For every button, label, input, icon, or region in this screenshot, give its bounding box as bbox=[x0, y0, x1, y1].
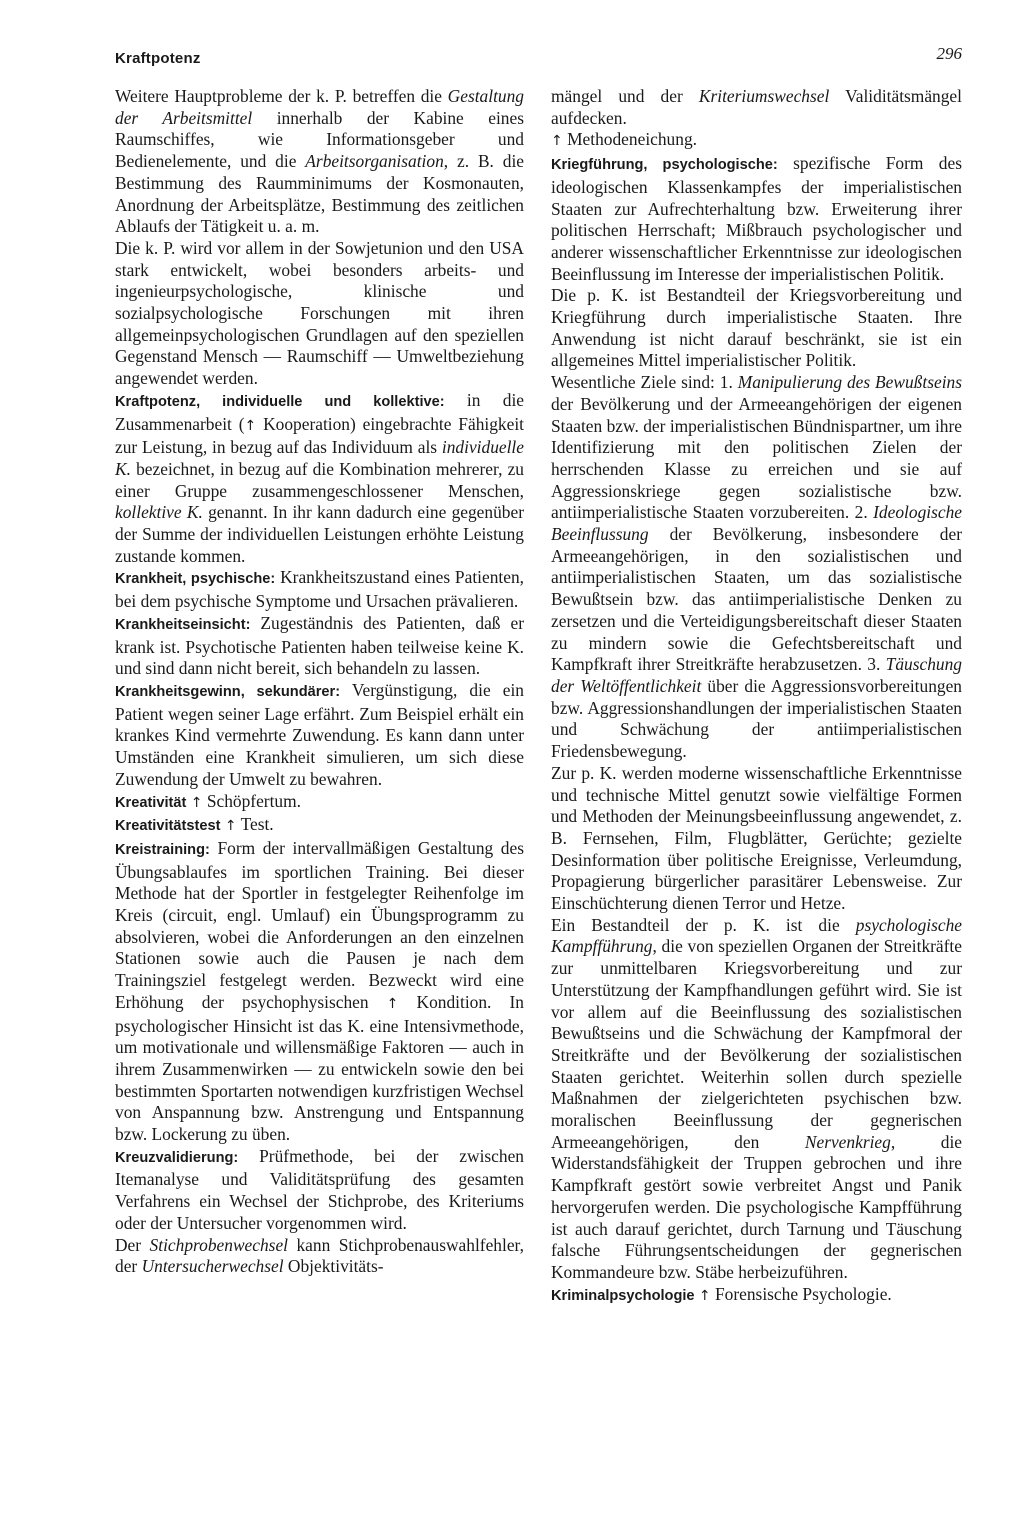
dictionary-entry bbox=[115, 680, 524, 791]
right-column bbox=[551, 86, 962, 1307]
entry-text: , z. B. die Bestimmung des Raumminimums der Kosmonauten, Anordnung der Arbeitsplätze, Bestimmung des zeitlichen Ablaufs der Tätigkeit u. a. m. bbox=[115, 151, 524, 237]
cross-reference-arrow-icon: ↑ bbox=[698, 1287, 711, 1304]
entry-text: innerhalb der Kabine eines Raumschiffes, wie Informationsgeber und Bedienelemente, und die bbox=[115, 107, 524, 172]
entry-headword: Krankheit, psychische: bbox=[115, 571, 276, 588]
entry-paragraph bbox=[115, 1235, 524, 1278]
emphasized-term: kollektive K. bbox=[115, 502, 203, 523]
entry-paragraph bbox=[551, 763, 962, 915]
entry-paragraph bbox=[551, 372, 962, 763]
cross-reference-arrow-icon: ↑ bbox=[386, 995, 399, 1012]
emphasized-term: Täuschung der Weltöffentlichkeit bbox=[551, 654, 962, 696]
entry-text: Zur p. K. werden moderne wissenschaftliche Erkenntnisse und technische Mittel genutzt sowie vielfältige Formen und Methoden der Meinungsbeeinflussung angewendet, z. B. Fernsehen, Film, Flugblätter, Gerüchte; gezielte Desinformation über politische Ereignisse, Verleumdung, Propagierung bürgerlicher parasitärer Lebensweise. Zur Einschüchterung dienen Terror und Hetze. bbox=[551, 762, 962, 914]
entry-text: der Bevölkerung und der Armeeangehörigen der eigenen Staaten bzw. der imperialistischen Bündnispartner, um ihre Identifizierung mit den politischen Zielen der herrschenden Klasse zu erreichen und sie auf Aggressionskriege gegen sozialistische bzw. antiimperialistische Staaten vorzubereiten. 2. bbox=[551, 393, 962, 523]
dictionary-entry bbox=[115, 390, 524, 568]
emphasized-term: Untersucherwechsel bbox=[141, 1256, 284, 1277]
entry-text: spezifische Form des ideologischen Klassenkampfes der imperialistischen Staaten zur Aufrechterhaltung bzw. Erweiterung ihrer politischen Herrschaft; Mißbrauch psychologischer und anderer wissenschaftlicher Erkenntnisse zur ideologischen Beeinflussung im Interesse der imperialistischen Politik. bbox=[551, 153, 962, 284]
cross-reference-arrow-icon: ↑ bbox=[551, 133, 563, 150]
dictionary-entry bbox=[115, 838, 524, 1146]
entry-text: Test. bbox=[236, 814, 274, 835]
entry-paragraph bbox=[551, 129, 962, 153]
entry-headword: Kreuzvalidierung: bbox=[115, 1149, 239, 1166]
dictionary-entry bbox=[115, 1146, 524, 1235]
entry-text: Der bbox=[115, 1234, 150, 1255]
entry-paragraph bbox=[551, 86, 962, 129]
entry-headword: Kreativitätstest bbox=[115, 818, 221, 835]
dictionary-entry bbox=[115, 567, 524, 612]
emphasized-term: Arbeitsorganisation bbox=[305, 151, 444, 172]
entry-text: Krankheitszustand eines Patienten, bei dem psychische Symptome und Ursachen prävalieren. bbox=[115, 567, 524, 612]
page-number: 296 bbox=[936, 44, 962, 63]
entry-text: , die Widerstandsfähigkeit der Truppen gebrochen und ihre Kampfkraft gestört sowie verbreitet Angst und Panik hervorgerufen werden. Die psychologische Kampfführung ist auch darauf gerichtet, durch Tarnung und Täuschung falsche Führungsentscheidungen der gegnerischen Kommandeure bzw. Stäbe herbeizuführen. bbox=[551, 1131, 962, 1282]
entry-text: über die Aggressionsvorbereitungen bzw. Aggressionshandlungen der imperialistischen Staaten und Schwächung der antiimperialistischen Friedensbewegung. bbox=[551, 675, 963, 762]
emphasized-term: Ideologische Beeinflussung bbox=[551, 502, 962, 545]
dictionary-entry bbox=[551, 153, 962, 285]
entry-text: Wesentliche Ziele sind: 1. bbox=[551, 372, 738, 393]
entry-text: Ein Bestandteil der p. K. ist die bbox=[551, 914, 856, 935]
dictionary-entry bbox=[115, 613, 524, 680]
entry-text: Forensische Psychologie. bbox=[710, 1283, 892, 1304]
entry-text: bezeichnet, in bezug auf die Kombination mehrerer, zu einer Gruppe zusammengeschlossener Menschen, bbox=[115, 458, 524, 501]
emphasized-term: psychologische Kampfführung bbox=[551, 914, 962, 957]
entry-text: genannt. In ihr kann dadurch eine gegenüber der Summe der individuellen Leistungen erhöhte Leistung zustande kommen. bbox=[115, 502, 524, 566]
entry-text: Methodeneichung. bbox=[562, 129, 697, 150]
entry-text: Vergünstigung, die ein Patient wegen seiner Lage erfährt. Zum Beispiel erhält ein krankes Kind vermehrte Zuwendung. Es kann dann unter Umständen eine Krankheit simulieren, um sich diese Zuwendung der Umwelt zu bewahren. bbox=[115, 679, 524, 789]
entry-text: Kondition. In psychologischer Hinsicht ist das K. eine Intensivmethode, um motivationale und willensmäßige Faktoren — auch in ihrem Zusammenwirken — zu entwickeln sowie den bei bestimmten Sportarten notwendigen kurzfristigen Wechsel von Anspannung bzw. Anstrengung und Entspannung bzw. Lockerung zu üben. bbox=[115, 991, 524, 1145]
emphasized-term: Gestaltung der Arbeitsmittel bbox=[115, 86, 524, 128]
entry-headword: Kraftpotenz, individuelle und kollektive: bbox=[115, 393, 445, 410]
entry-text: Validitätsmängel aufdecken. bbox=[551, 86, 962, 128]
entry-headword: Kreistraining: bbox=[115, 841, 210, 858]
entry-text: kann Stichprobenauswahlfehler, der bbox=[115, 1234, 524, 1277]
entry-paragraph bbox=[551, 285, 962, 372]
entry-paragraph bbox=[551, 915, 962, 1284]
emphasized-term: Kriteriumswechsel bbox=[698, 86, 830, 106]
entry-text: in die Zusammenarbeit ( bbox=[115, 389, 524, 434]
entry-text: der Bevölkerung, insbesondere der Armeeangehörigen, in den sozialistischen und antiimperialistischen Staaten, um das sozialistische Bewußtsein bzw. das antiimperialistische Denken zu zersetzen und die Verteidigungsbereitschaft dieser Staaten zu mindern sowie die Gefechtsbereitschaft und Kampfkraft ihrer Streitkräfte herabzusetzen. 3. bbox=[551, 524, 962, 675]
entry-headword: Krankheitseinsicht: bbox=[115, 616, 251, 633]
dictionary-entry bbox=[115, 791, 524, 815]
entry-text: Kooperation) eingebrachte Fähigkeit zur Leistung, in bezug auf das Individuum als bbox=[115, 413, 524, 458]
dictionary-entry bbox=[115, 814, 524, 838]
emphasized-term: Manipulierung des Bewußtseins bbox=[737, 372, 962, 393]
cross-reference-arrow-icon: ↑ bbox=[224, 818, 237, 835]
entry-paragraph bbox=[115, 238, 524, 390]
entry-headword: Kriegführung, psychologische: bbox=[551, 157, 778, 174]
entry-text: Zugeständnis des Patienten, daß er krank ist. Psychotische Patienten haben teilweise keine K. und sind dann nicht bereit, sich behandeln zu lassen. bbox=[115, 612, 524, 679]
entry-headword: Krankheitsgewinn, sekundärer: bbox=[115, 683, 341, 700]
entry-text: mängel und der bbox=[551, 86, 699, 106]
running-head: Kraftpotenz bbox=[115, 50, 201, 67]
entry-text: Schöpfertum. bbox=[202, 790, 301, 811]
entry-headword: Kreativität bbox=[115, 794, 187, 811]
entry-headword: Kriminalpsychologie bbox=[551, 1287, 695, 1304]
emphasized-term: individuelle K. bbox=[115, 437, 524, 479]
entry-text: Die k. P. wird vor allem in der Sowjetunion und den USA stark entwickelt, wobei besonders arbeits- und ingenieurpsychologische, klinische und sozialpsychologische Forschungen mit ihren allgemeinpsychologischen Grundlagen auf den speziellen Gegenstand Mensch — Raumschiff — Umweltbeziehung angewendet werden. bbox=[115, 237, 524, 389]
cross-reference-arrow-icon: ↑ bbox=[244, 417, 257, 434]
emphasized-term: Stichprobenwechsel bbox=[149, 1234, 288, 1255]
cross-reference-arrow-icon: ↑ bbox=[190, 794, 203, 811]
entry-paragraph bbox=[115, 86, 524, 238]
entry-text: Prüfmethode, bei der zwischen Itemanalyse und Validitätsprüfung des gesamten Verfahrens ein Wechsel der Stichprobe, des Kriteriums oder der Untersucher vorgenommen wird. bbox=[115, 1145, 524, 1233]
left-column bbox=[115, 86, 524, 1278]
entry-text: Objektivitäts- bbox=[283, 1256, 384, 1277]
emphasized-term: Nervenkrieg bbox=[804, 1131, 891, 1152]
entry-text: Weitere Hauptprobleme der k. P. betreffen die bbox=[115, 86, 448, 106]
dictionary-entry bbox=[551, 1284, 962, 1308]
entry-text: , die von speziellen Organen der Streitkräfte zur unmittelbaren Kriegsvorbereitung und zur Unterstützung der Kampfhandlungen geführt wird. Sie ist vor allem auf die Beeinflussung des sozialistischen Bewußtseins und die Schwächung der Kampfmoral der Streitkräfte und der Bevölkerung der sozialistischen Staaten gerichtet. Weiterhin sollen durch spezielle Maßnahmen der zielgerichteten psychischen bzw. moralischen Beeinflussung der gegnerischen Armeeangehörigen, den bbox=[551, 936, 962, 1152]
entry-text: Form der intervallmäßigen Gestaltung des Übungsablaufes im sportlichen Training. Bei dieser Methode hat der Sportler in festgelegter Reihenfolge im Kreis (circuit, engl. Umlauf) ein Übungsprogramm zu absolvieren, wobei die Anforderungen an den einzelnen Stationen sowie auch die Pausen je nach dem Trainingsziel festgelegt werden. Bezweckt wird eine Erhöhung der psychophysischen bbox=[115, 837, 524, 1012]
entry-text: Die p. K. ist Bestandteil der Kriegsvorbereitung und Kriegführung durch imperialistische Staaten. Ihre Anwendung ist nicht darauf beschränkt, sie ist ein allgemeines Mittel imperialistischer Politik. bbox=[551, 285, 962, 371]
